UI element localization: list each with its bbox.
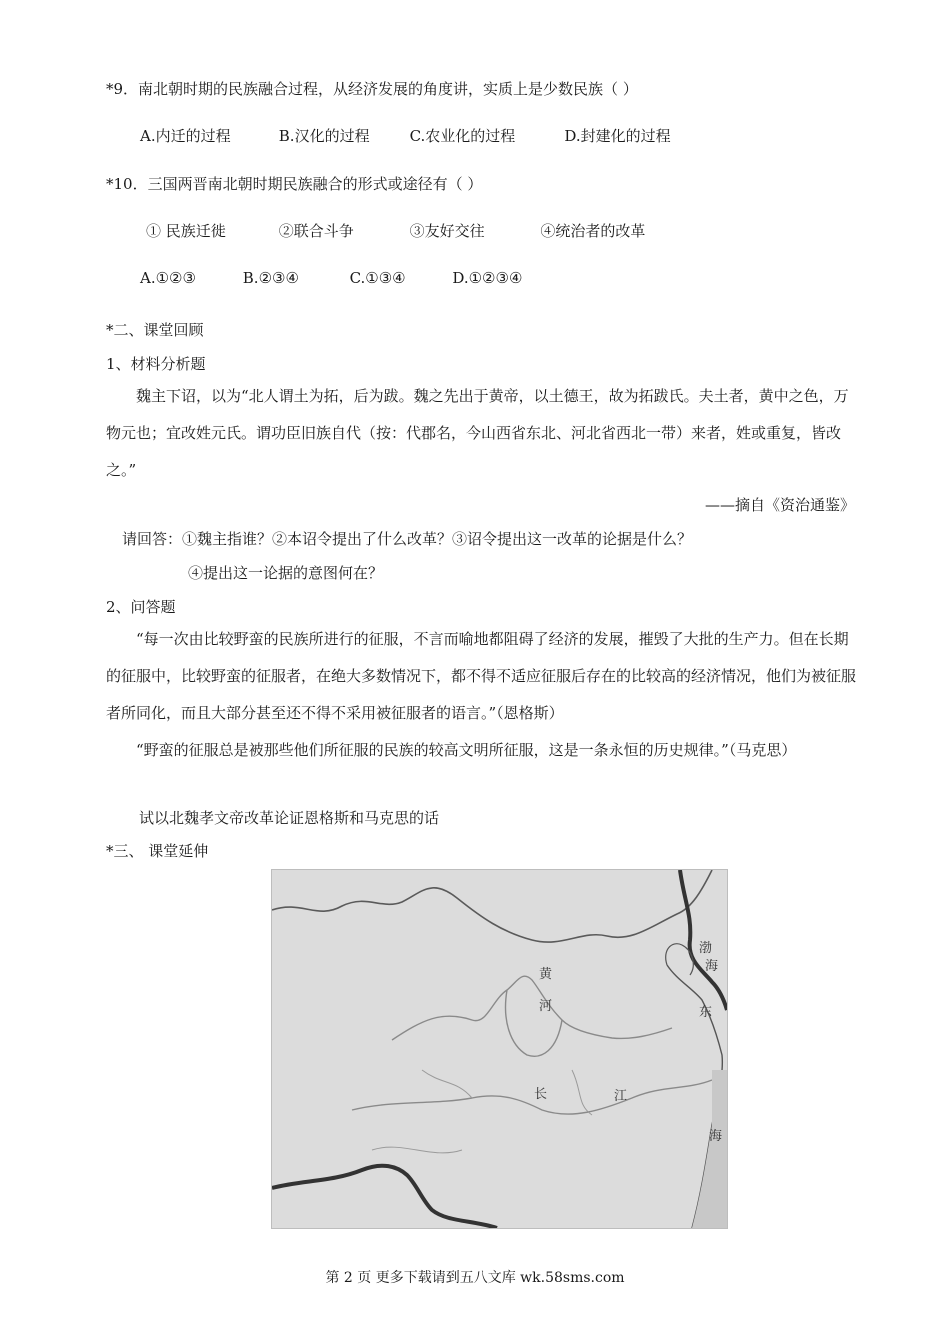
q9-option-a: A.内迁的过程 [140,127,231,145]
q9-options [140,126,671,146]
material-passage [106,378,861,489]
material-source: ——摘自《资治通鉴》 [704,496,855,514]
q10-option-b: B.②③④ [242,269,299,287]
marx-quote [106,732,861,769]
task-text: 试以北魏孝文帝改革论证恩格斯和马克思的话 [139,809,440,827]
q10-options [140,268,522,288]
map-label-chang: 长 [534,1087,548,1102]
page-footer: 第 2 页 更多下载请到五八文库 wk.58sms.com [325,1270,625,1286]
q10-item-4: ④统治者的改革 [540,222,646,240]
map-label-dong: 东 [699,1005,713,1020]
q10-items [146,221,645,241]
section2-sub1-title: 1、材料分析题 [106,355,206,373]
q10-item-2: ②联合斗争 [278,222,354,240]
q9-option-c: C.农业化的过程 [409,127,516,145]
marx-quote-text: “野蛮的征服总是被那些他们所征服的民族的较高文明所征服，这是一条永恒的历史规律。”（马克思） [136,741,797,759]
q10-stem: *10．三国两晋南北朝时期民族融合的形式或途径有（ ） [106,175,483,193]
q9-stem: *9．南北朝时期的民族融合过程，从经济发展的角度讲，实质上是少数民族（ ） [106,80,638,98]
q10-option-d: D.①②③④ [452,269,523,287]
question-line-2: ④提出这一论据的意图何在？ [188,564,384,582]
map-label-he: 河 [539,999,553,1014]
map-label-bo: 渤 [699,941,713,956]
section2-sub2-title: 2、问答题 [106,598,176,616]
map-label-huang: 黄 [539,967,553,982]
q10-item-3: ③友好交往 [409,222,485,240]
map-label-hai2: 海 [709,1129,723,1144]
q10-option-a: A.①②③ [140,269,196,287]
material-text: 魏主下诏，以为“北人谓土为拓，后为跋。魏之先出于黄帝，以土德王，故为拓跋氏。夫土者，黄中之色，万物元也；宜改姓元氏。谓功臣旧族自代（按：代郡名，今山西省东北、河北省西北一带）来者，姓或重复，皆改之。” [106,387,849,479]
section2-title: *二、课堂回顾 [106,321,204,339]
question-line-1: 请回答：①魏主指谁？②本诏令提出了什么改革？③诏令提出这一改革的论据是什么？ [122,530,693,548]
map-label-jiang: 江 [614,1089,628,1104]
map-drawing [272,870,727,1228]
q10-option-c: C.①③④ [349,269,406,287]
engels-quote-text: “每一次由比较野蛮的民族所进行的征服，不言而喻地都阻碍了经济的发展，摧毁了大批的生产力。但在长期的征服中，比较野蛮的征服者，在绝大多数情况下，都不得不适应征服后存在的比较高的经济情况，他们为被征服者所同化，而且大部分甚至还不得不采用被征服者的语言。”（恩格斯） [106,630,857,722]
china-map-image [271,869,728,1229]
map-label-hai1: 海 [705,959,719,974]
section3-title: *三、 课堂延伸 [106,842,209,860]
q9-option-d: D.封建化的过程 [564,127,671,145]
engels-quote [106,621,861,732]
q9-option-b: B.汉化的过程 [278,127,370,145]
q10-item-1: ① 民族迁徙 [146,222,226,240]
